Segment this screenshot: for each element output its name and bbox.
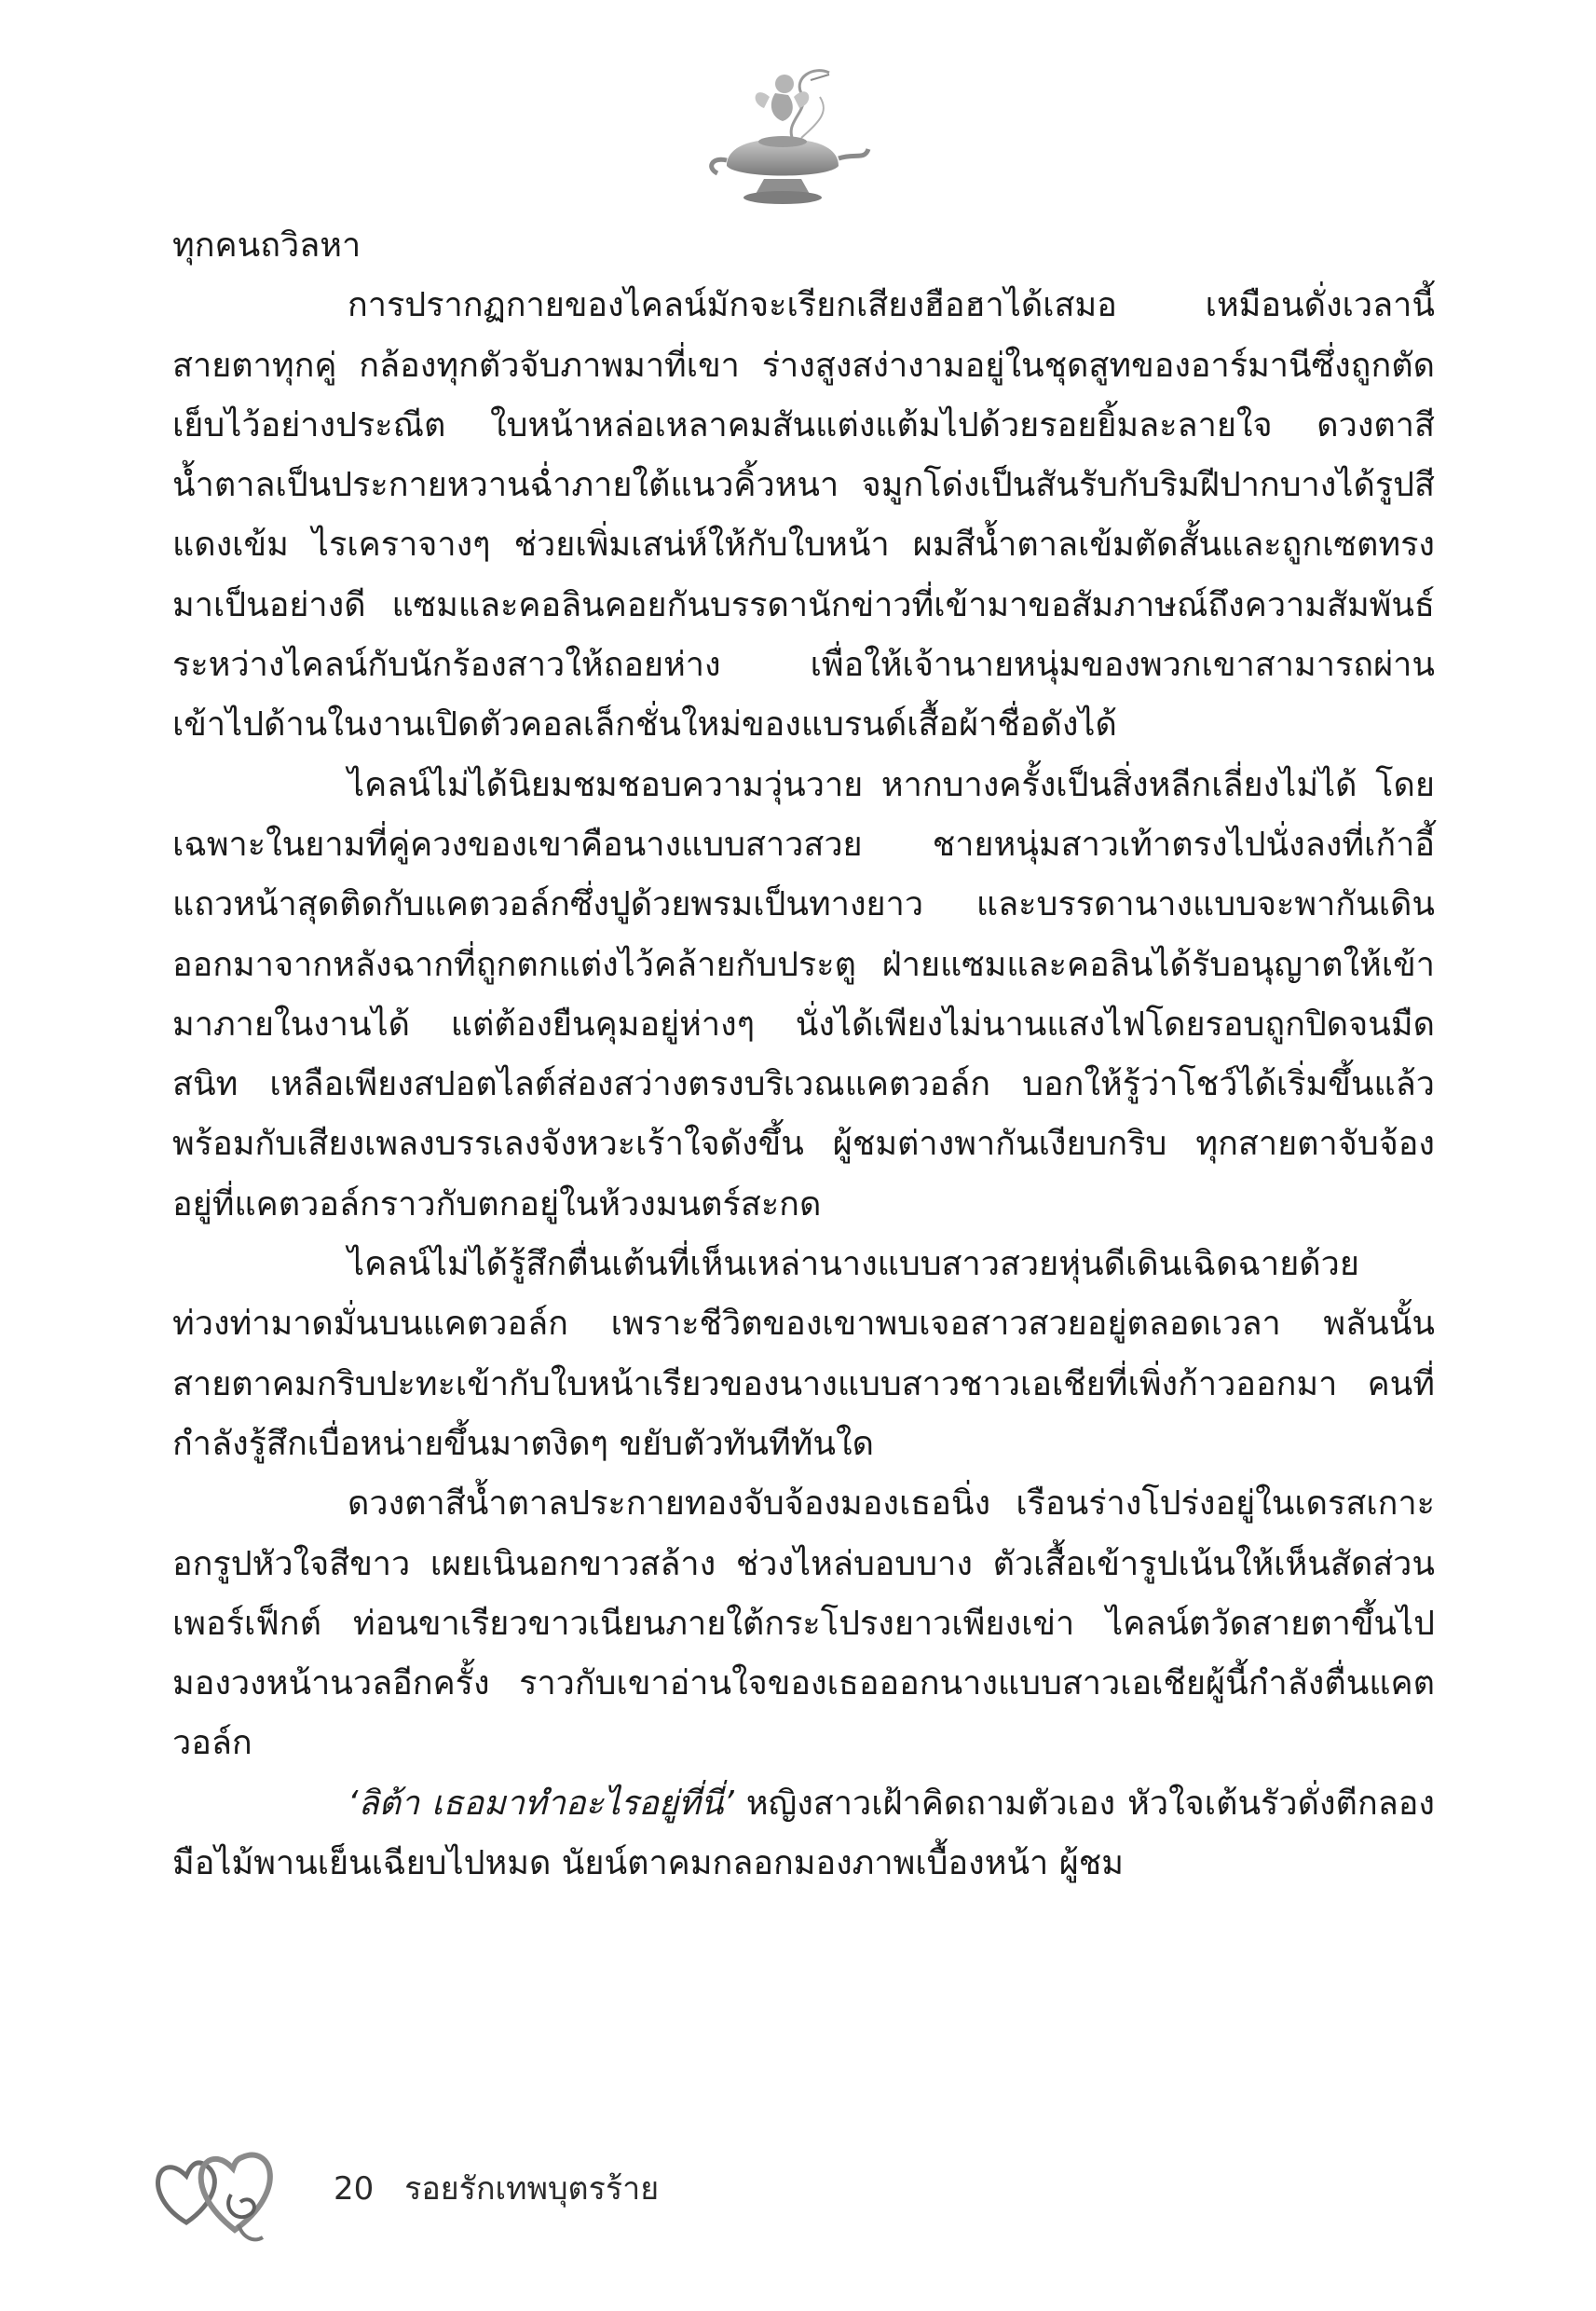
- italic-quote: ‘ลิต้า เธอมาทำอะไรอยู่ที่นี่’: [348, 1784, 734, 1823]
- genie-lamp-ornament-icon: [689, 56, 876, 214]
- paragraph-4: ไคลน์ไม่ได้รู้สึกตื่นเต้นที่เห็นเหล่านางแบบสาวสวยหุ่นดีเดินเฉิดฉายด้วยท่วงท่ามาดมั่นบนแคตวอล์ก เพราะชีวิตของเขาพบเจอสาวสวยอยู่ตลอดเวลา พลันนั้นสายตาคมกริบปะทะเข้ากับใบหน้าเรียวของนางแบบสาวชาวเอเชียที่เพิ่งก้าวออกมา คนที่กำลังรู้สึกเบื่อหน่ายขึ้นมาตงิดๆ ขยับตัวทันทีทันใด: [172, 1245, 1435, 1463]
- page-number: 20: [334, 2170, 375, 2208]
- hearts-ribbon-ornament-icon: [149, 2120, 317, 2250]
- paragraph-6-rest: หญิงสาวเฝ้าคิดถามตัวเอง หัวใจเต้นรัวดั่งตีกลอง มือไม้พานเย็นเฉียบไปหมด นัยน์ตาคมกลอกมองภาพเบื้องหน้า ผู้ชม: [172, 1784, 1435, 1883]
- paragraph-6: [172, 1774, 1435, 1894]
- page-footer: [149, 2120, 801, 2250]
- paragraph-1: ทุกคนถวิลหา: [172, 226, 361, 265]
- paragraph-2: การปรากฏกายของไคลน์มักจะเรียกเสียงฮือฮาได้เสมอ เหมือนดั่งเวลานี้ สายตาทุกคู่ กล้องทุกตัวจับภาพมาที่เขา ร่างสูงสง่างามอยู่ในชุดสูทของอาร์มานีซึ่งถูกตัดเย็บไว้อย่างประณีต ใบหน้าหล่อเหลาคมสันแต่งแต้มไปด้วยรอยยิ้มละลายใจ ดวงตาสีน้ำตาลเป็นประกายหวานฉ่ำภายใต้แนวคิ้วหนา จมูกโด่งเป็นสันรับกับริมฝีปากบางได้รูปสีแดงเข้ม ไรเคราจางๆ ช่วยเพิ่มเสน่ห์ให้กับใบหน้า ผมสีน้ำตาลเข้มตัดสั้นและถูกเซตทรงมาเป็นอย่างดี แซมและคอลินคอยกันบรรดานักข่าวที่เข้ามาขอสัมภาษณ์ถึงความสัมพันธ์ระหว่างไคลน์กับนักร้องสาวให้ถอยห่าง เพื่อให้เจ้านายหนุ่มของพวกเขาสามารถผ่านเข้าไปด้านในงานเปิดตัวคอลเล็กชั่นใหม่ของแบรนด์เสื้อผ้าชื่อดังได้: [172, 286, 1435, 745]
- paragraph-5: ดวงตาสีน้ำตาลประกายทองจับจ้องมองเธอนิ่ง เรือนร่างโปร่งอยู่ในเดรสเกาะอกรูปหัวใจสีขาว เผยเนินอกขาวสล้าง ช่วงไหล่บอบบาง ตัวเสื้อเข้ารูปเน้นให้เห็นสัดส่วนเพอร์เฟ็กต์ ท่อนขาเรียวขาวเนียนภายใต้กระโปรงยาวเพียงเข่า ไคลน์ตวัดสายตาขึ้นไปมองวงหน้านวลอีกครั้ง ราวกับเขาอ่านใจของเธอออกนางแบบสาวเอเชียผู้นี้กำลังตื่นแคตวอล์ก: [172, 1484, 1435, 1763]
- chapter-body-text: [172, 216, 1435, 1894]
- paragraph-3: ไคลน์ไม่ได้นิยมชมชอบความวุ่นวาย หากบางครั้งเป็นสิ่งหลีกเลี่ยงไม่ได้ โดยเฉพาะในยามที่คู่ควงของเขาคือนางแบบสาวสวย ชายหนุ่มสาวเท้าตรงไปนั่งลงที่เก้าอี้แถวหน้าสุดติดกับแคตวอล์กซึ่งปูด้วยพรมเป็นทางยาว และบรรดานางแบบจะพากันเดินออกมาจากหลังฉากที่ถูกตกแต่งไว้คล้ายกับประตู ฝ่ายแซมและคอลินได้รับอนุญาตให้เข้ามาภายในงานได้ แต่ต้องยืนคุมอยู่ห่างๆ นั่งได้เพียงไม่นานแสงไฟโดยรอบถูกปิดจนมืดสนิท เหลือเพียงสปอตไลต์ส่องสว่างตรงบริเวณแคตวอล์ก บอกให้รู้ว่าโชว์ได้เริ่มขึ้นแล้ว พร้อมกับเสียงเพลงบรรเลงจังหวะเร้าใจดังขึ้น ผู้ชมต่างพากันเงียบกริบ ทุกสายตาจับจ้องอยู่ที่แคตวอล์กราวกับตกอยู่ในห้วงมนตร์สะกด: [172, 765, 1435, 1224]
- book-title: รอยรักเทพบุตรร้าย: [404, 2170, 660, 2208]
- footer-caption: [334, 2163, 659, 2213]
